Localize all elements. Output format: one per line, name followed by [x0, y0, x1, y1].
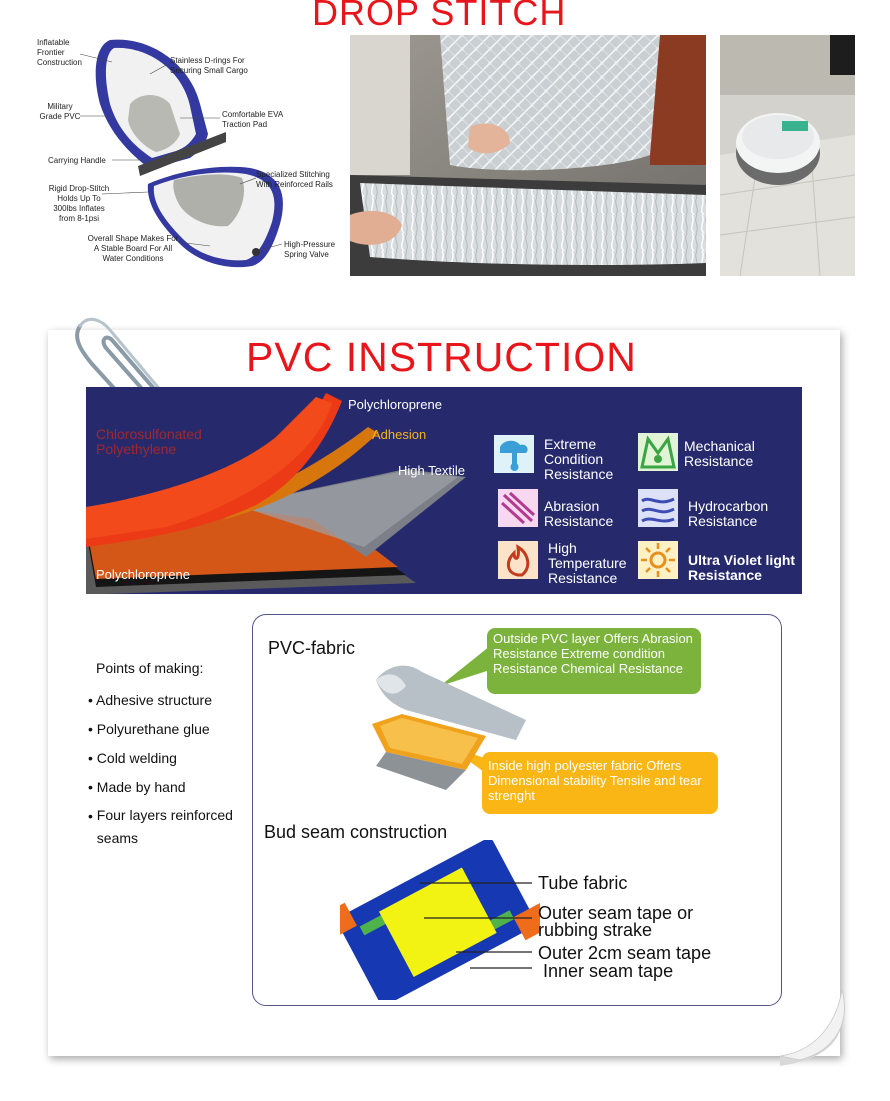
outside-pvc-callout: Outside PVC layer Offers Abrasion Resistance Extreme condition Resistance Chemical Resistance: [487, 628, 701, 694]
layer-label-chlorosulfonated: Chlorosulfonated Polyethylene: [96, 426, 202, 457]
layer-label-textile: High Textile: [398, 463, 465, 478]
pvc-title: PVC INSTRUCTION: [246, 334, 637, 380]
points-item: • Four layers reinforced seams: [88, 807, 233, 846]
points-heading: Points of making:: [96, 660, 204, 676]
seam-label-outer-2cm: Outer 2cm seam tape: [538, 943, 712, 963]
layer-label-top: Polychloroprene: [348, 397, 442, 412]
abrasion-icon: [498, 489, 538, 527]
drop-stitch-fabric-photo: [350, 35, 706, 276]
seam-label-inner: Inner seam tape: [543, 961, 674, 981]
layer-label-adhesion: Adhesion: [372, 427, 427, 442]
property-uv: Ultra Violet light Resistance: [688, 552, 796, 583]
points-item: • Made by hand: [88, 779, 186, 795]
fire-icon: [498, 541, 538, 579]
mechanical-icon: [638, 433, 678, 471]
label-valve: High-Pressure Spring Valve: [284, 240, 336, 259]
label-carrying-handle: Carrying Handle: [48, 156, 106, 165]
label-stitching: Specialized Stitching With Reinforced Rails: [256, 170, 333, 189]
points-item: • Cold welding: [88, 750, 177, 766]
bud-seam-title: Bud seam construction: [264, 822, 448, 842]
property-extreme-condition: Extreme Condition Resistance: [544, 436, 614, 482]
property-hydrocarbon: Hydrocarbon Resistance: [688, 498, 769, 529]
points-item: • Polyurethane glue: [88, 721, 210, 737]
sun-icon: [638, 541, 678, 579]
label-drop-stitch: Rigid Drop-Stitch Holds Up To 300lbs Inflates from 8-1psi: [48, 184, 110, 223]
pvc-fabric-title: PVC-fabric: [268, 638, 356, 658]
label-d-rings: Stainless D-rings For Securing Small Cargo: [170, 56, 248, 75]
property-abrasion: Abrasion Resistance: [544, 498, 614, 529]
points-of-making-list: [88, 660, 247, 863]
sup-board-diagram: [30, 34, 342, 276]
valve-photo: [720, 35, 855, 276]
label-eva-pad: Comfortable EVA Traction Pad: [222, 110, 283, 129]
label-shape: Overall Shape Makes For A Stable Board For All Water Conditions: [87, 234, 179, 263]
label-military-pvc: Military Grade PVC: [39, 102, 81, 121]
inside-fabric-callout: Inside high polyester fabric Offers Dimensional stability Tensile and tear strenght: [482, 752, 718, 814]
label-inflatable-frontier: Inflatable Frontier Construction: [37, 38, 82, 67]
property-high-temperature: High Temperature Resistance: [548, 540, 627, 586]
property-mechanical: Mechanical Resistance: [684, 438, 755, 469]
points-item: • Adhesive structure: [88, 692, 212, 708]
seam-label-tube: Tube fabric: [538, 873, 628, 893]
seam-label-outer-tape: Outer seam tape or rubbing strake: [538, 903, 694, 940]
seam-leader-lines: [400, 870, 540, 980]
hydrocarbon-icon: [638, 489, 678, 527]
drop-stitch-title: DROP STITCH: [312, 0, 567, 33]
layer-label-bottom: Polychloroprene: [96, 567, 190, 582]
page-curl: [780, 990, 862, 1070]
thermometer-icon: [494, 435, 534, 473]
material-layers-banner: [86, 387, 802, 594]
